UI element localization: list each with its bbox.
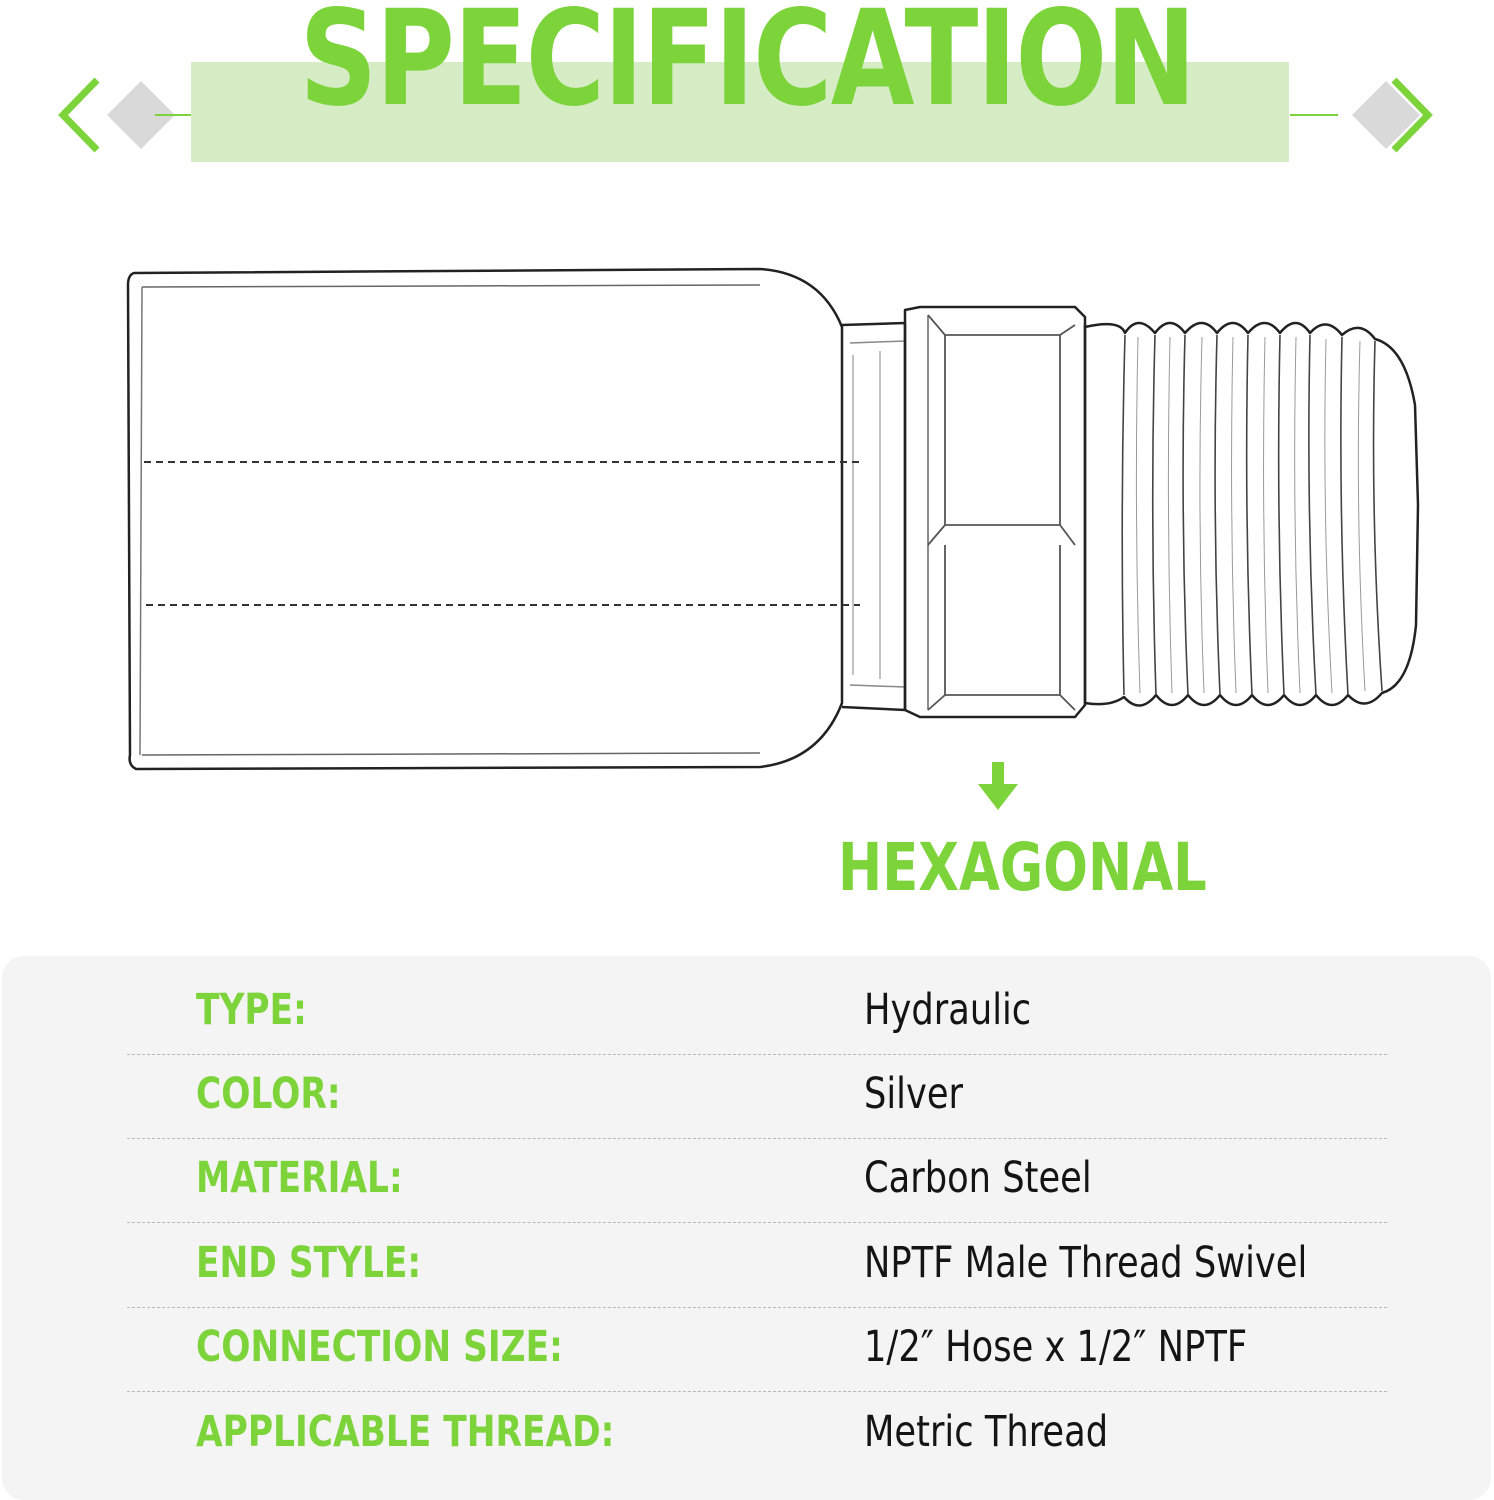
- spec-row-end-style: [127, 1223, 1387, 1308]
- spec-row-applicable-thread: [127, 1392, 1387, 1476]
- diamond-chevron-left-icon: [55, 70, 195, 160]
- spec-value: Metric Thread: [864, 1407, 1109, 1457]
- spec-label: MATERIAL:: [196, 1153, 403, 1203]
- spec-row-color: [127, 1054, 1387, 1139]
- arrow-down-icon: [976, 760, 1020, 812]
- spec-row-material: [127, 1138, 1387, 1223]
- spec-label: APPLICABLE THREAD:: [196, 1407, 615, 1457]
- spec-label: END STYLE:: [196, 1238, 422, 1288]
- spec-row-type: [127, 970, 1387, 1055]
- spec-label: TYPE:: [196, 985, 307, 1035]
- spec-value: Carbon Steel: [864, 1153, 1092, 1203]
- spec-value: 1/2″ Hose x 1/2″ NPTF: [864, 1322, 1248, 1372]
- spec-row-connection-size: [127, 1307, 1387, 1392]
- page-title: SPECIFICATION: [299, 0, 1195, 136]
- spec-value: Hydraulic: [864, 985, 1032, 1035]
- spec-table: [2, 956, 1491, 1500]
- spec-value: Silver: [864, 1069, 964, 1119]
- spec-label: COLOR:: [196, 1069, 341, 1119]
- hose-fitting-illustration: [120, 255, 1440, 785]
- diamond-chevron-right-icon: [1288, 70, 1438, 160]
- spec-value: NPTF Male Thread Swivel: [864, 1238, 1308, 1288]
- spec-label: CONNECTION SIZE:: [196, 1322, 563, 1372]
- hexagonal-callout-label: HEXAGONAL: [838, 829, 1207, 906]
